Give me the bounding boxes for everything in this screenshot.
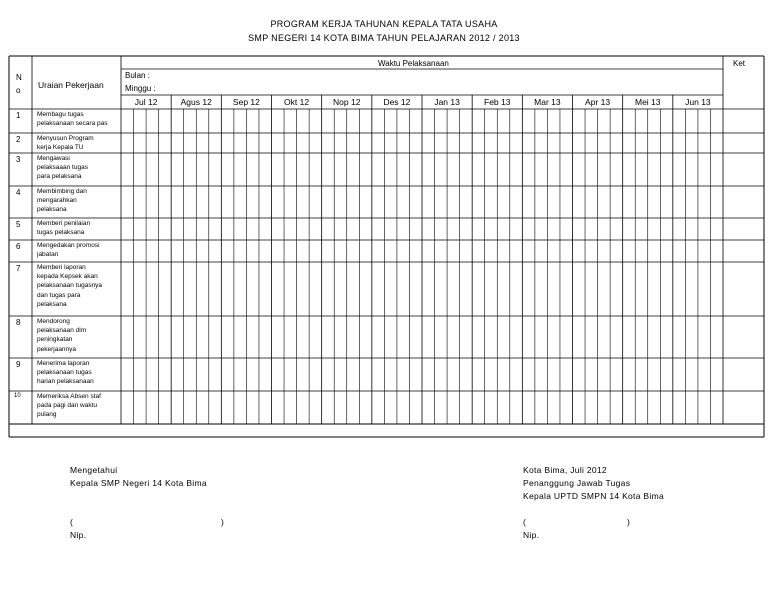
row-description: Mengedakan promosi jabatan bbox=[37, 242, 100, 259]
month-header: Mei 13 bbox=[634, 97, 661, 107]
month-header: Sep 12 bbox=[232, 97, 260, 107]
month-header: Jan 13 bbox=[434, 97, 460, 107]
document-title-line2: SMP NEGERI 14 KOTA BIMA TAHUN PELAJARAN 2012 / 2013 bbox=[248, 33, 520, 43]
row-description: Memberi penilaian tugas pelaksana bbox=[37, 220, 91, 237]
month-header: Des 12 bbox=[383, 97, 411, 107]
document-title-line1: PROGRAM KERJA TAHUNAN KEPALA TATA USAHA bbox=[270, 19, 498, 29]
row-number: 7 bbox=[16, 264, 21, 273]
row-description: Mendorong pelaksanaan dlm peningkatan pekerjaannya bbox=[37, 318, 87, 353]
sig-right-line3: Kepala UPTD SMPN 14 Kota Bima bbox=[523, 491, 664, 501]
row-number: 6 bbox=[16, 242, 21, 251]
month-header: Agus 12 bbox=[180, 97, 212, 107]
row-number: 10 bbox=[14, 393, 21, 399]
month-header: Apr 13 bbox=[585, 97, 611, 107]
header-waktu: Waktu Pelaksanaan bbox=[378, 59, 449, 68]
row-description: Mengawasi pelaksaaan tugas para pelaksana bbox=[37, 155, 88, 181]
row-description: Memberi laporan kepada Kepsek akan pelaksanaan tugasnya dan tugas para pelaksana bbox=[37, 264, 103, 308]
header-ket: Ket bbox=[733, 59, 746, 68]
row-number: 9 bbox=[16, 360, 21, 369]
row-number: 5 bbox=[16, 220, 21, 229]
sig-right-close: ) bbox=[627, 517, 631, 527]
sig-left-line2: Kepala SMP Negeri 14 Kota Bima bbox=[70, 478, 207, 488]
header-bulan: Bulan : bbox=[125, 71, 150, 80]
month-header: Feb 13 bbox=[484, 97, 511, 107]
header-no-1: N bbox=[16, 73, 22, 82]
row-number: 8 bbox=[16, 318, 21, 327]
row-description: Membagu tugas pelaksanaan secara pas bbox=[37, 111, 108, 128]
row-number: 2 bbox=[16, 135, 21, 144]
month-header: Jun 13 bbox=[685, 97, 711, 107]
row-description: Menyusun Program kerja Kepala TU bbox=[37, 135, 94, 152]
row-description: Membimbing dan mengarahkan pelaksana bbox=[37, 188, 87, 214]
sig-right-nip: Nip. bbox=[523, 530, 540, 540]
sig-right-line1: Kota Bima, Juli 2012 bbox=[523, 465, 607, 475]
month-header: Jul 12 bbox=[134, 97, 158, 107]
sig-left-line1: Mengetahui bbox=[70, 465, 118, 475]
month-header: Mar 13 bbox=[534, 97, 561, 107]
row-description: Menerima laporan pelaksanaan tugas harian pelaksanaan bbox=[37, 360, 94, 386]
header-uraian: Uraian Pekerjaan bbox=[38, 80, 104, 90]
month-header: Nop 12 bbox=[333, 97, 361, 107]
header-minggu: Minggu : bbox=[125, 84, 156, 93]
row-number: 3 bbox=[16, 155, 21, 164]
row-number: 4 bbox=[16, 188, 21, 197]
sig-right-open: ( bbox=[523, 517, 527, 527]
month-header: Okt 12 bbox=[284, 97, 310, 107]
sig-left-close: ) bbox=[221, 517, 225, 527]
header-no-2: o bbox=[16, 86, 21, 95]
row-number: 1 bbox=[16, 111, 21, 120]
row-description: Memeriksa Absen staf pada pagi dan waktu pulang bbox=[37, 393, 101, 419]
sig-left-nip: Nip. bbox=[70, 530, 87, 540]
sig-left-open: ( bbox=[70, 517, 74, 527]
sig-right-line2: Penanggung Jawab Tugas bbox=[523, 478, 631, 488]
